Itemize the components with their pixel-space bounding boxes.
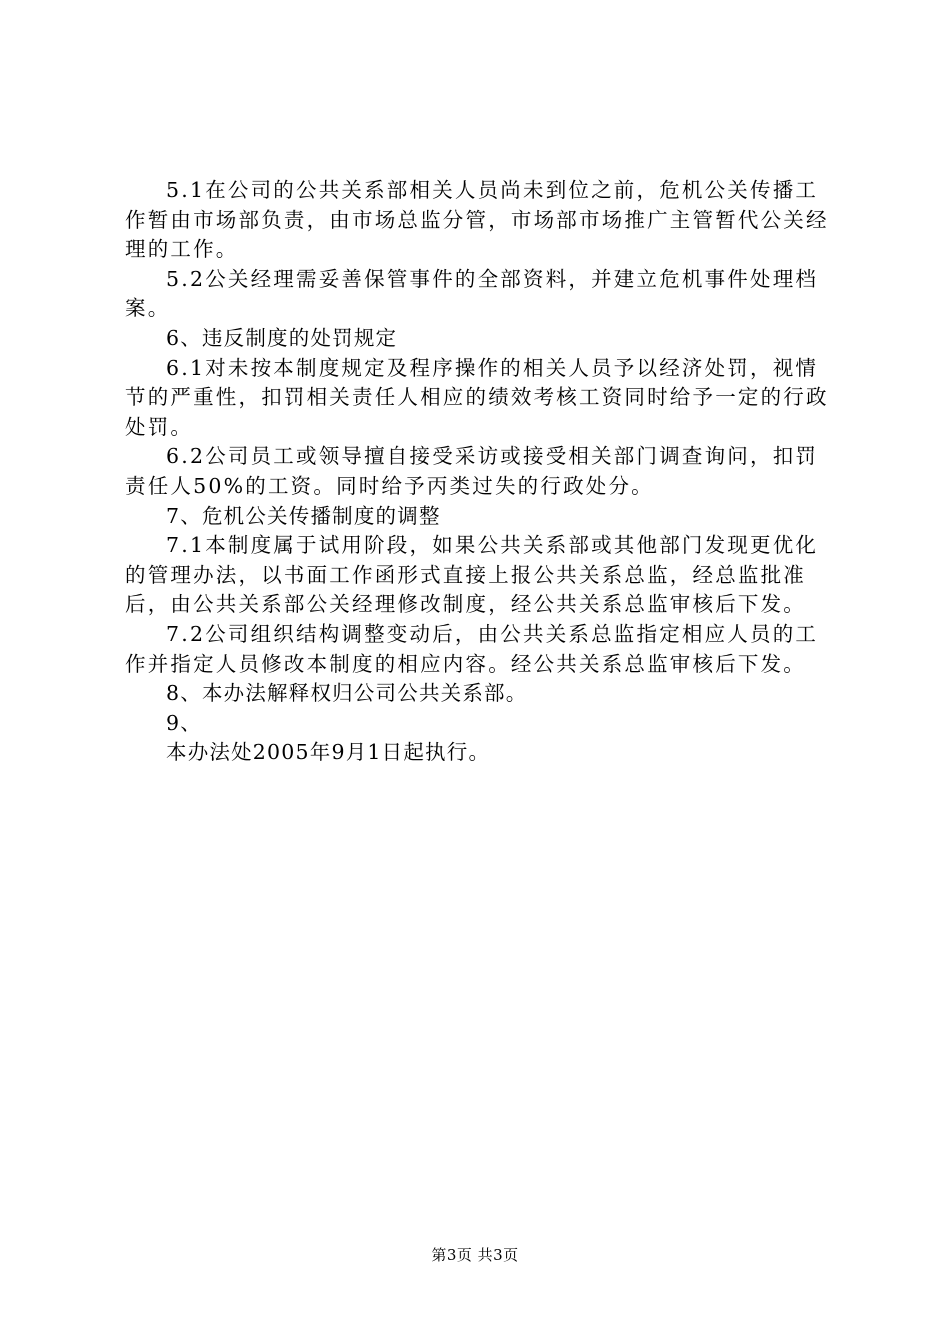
- section-heading-7: 7、危机公关传播制度的调整: [166, 503, 441, 528]
- paragraph-5-1: 5.1在公司的公共关系部相关人员尚未到位之前，危机公关传播工作暂由市场部负责，由市场总监分管，市场部市场推广主管暂代公关经理的工作。: [125, 178, 829, 262]
- paragraph-6-1: 6.1对未按本制度规定及程序操作的相关人员予以经济处罚，视情节的严重性，扣罚相关责任人相应的绩效考核工资同时给予一定的行政处罚。: [125, 355, 829, 439]
- section-heading-6: 6、违反制度的处罚规定: [166, 325, 398, 350]
- page-footer: [0, 1245, 950, 1265]
- effective-date-paragraph: 本办法处2005年9月1日起执行。: [166, 740, 491, 765]
- paragraph-7-2: 7.2公司组织结构调整变动后，由公共关系总监指定相应人员的工作并指定人员修改本制度的相应内容。经公共关系总监审核后下发。: [125, 621, 819, 676]
- paragraph-5-2: 5.2公关经理需妥善保管事件的全部资料，并建立危机事件处理档案。: [125, 266, 819, 321]
- paragraph-6-2: 6.2公司员工或领导擅自接受采访或接受相关部门调查询问，扣罚责任人50%的工资。同时给予丙类过失的行政处分。: [125, 444, 819, 498]
- paragraph-7-1: 7.1本制度属于试用阶段，如果公共关系部或其他部门发现更优化的管理办法，以书面工作函形式直接上报公共关系总监，经总监批准后，由公共关系部公关经理修改制度，经公共关系总监审核后下发。: [125, 533, 819, 617]
- page-number: 第3页 共3页: [431, 1246, 519, 1264]
- section-heading-8: 8、本办法解释权归公司公共关系部。: [166, 681, 528, 706]
- section-heading-9: 9、: [166, 710, 202, 735]
- document-body: [125, 176, 830, 768]
